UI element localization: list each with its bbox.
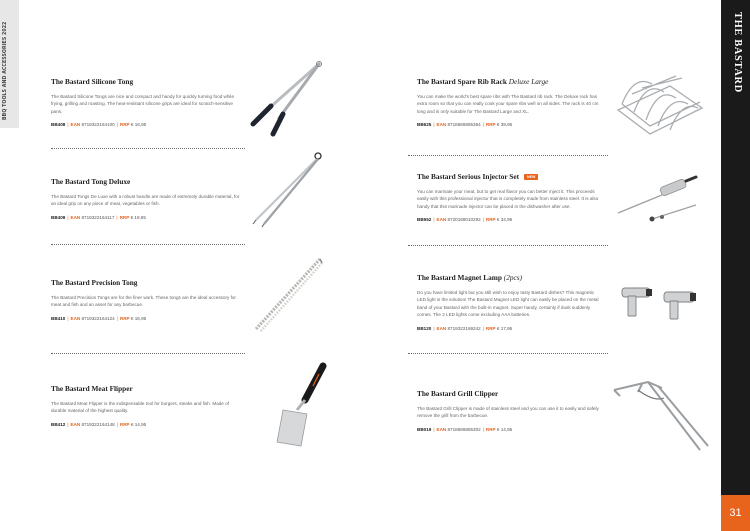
product-description: The Bastard Grill Clipper is made of stainless steel and you can use it to easily and safely remove the grill from the barbecue. bbox=[417, 406, 599, 419]
product-description: The Bastard Silicone Tongs are nice and compact and handy for quickly turning food while frying, grilling and roasting. The heat-resistant silicone grips are ideal for scratch-sensitive pans. bbox=[51, 94, 235, 114]
product-title-main: The Bastard Spare Rib Rack bbox=[417, 77, 507, 86]
ean-label: EAN bbox=[70, 122, 81, 128]
product-code: BB120 bbox=[417, 325, 432, 331]
product-code: BB412 bbox=[51, 421, 66, 427]
product-code: BB410 bbox=[51, 315, 66, 321]
left-sidebar bbox=[0, 0, 19, 531]
product-injector-set bbox=[417, 172, 602, 222]
product-silicone-tong bbox=[51, 77, 241, 127]
ean-label: EAN bbox=[436, 217, 447, 223]
product-ean: 8719322164100 bbox=[81, 122, 115, 128]
grill-clipper-image bbox=[608, 376, 712, 456]
rrp-label: RRP bbox=[119, 214, 130, 220]
product-description: You can make the world's best spare ribs with The Bastard rib rack. The Deluxe rack has extra room so that you can really cook your spare ribs well on all sides. The rack is 40 cm long and is only suitable for The Bastard Large and XL. bbox=[417, 94, 599, 114]
divider bbox=[408, 245, 608, 246]
ean-label: EAN bbox=[70, 421, 81, 427]
product-meta: BB409 | EAN 8719322164117 | RRP € 19,95 bbox=[51, 214, 146, 220]
divider bbox=[51, 244, 245, 245]
product-precision-tong bbox=[51, 278, 241, 321]
product-meat-flipper bbox=[51, 384, 241, 427]
product-ean: 8720168010292 bbox=[447, 217, 481, 223]
product-description: The Bastard Meat Flipper is the indispensable tool for burgers, steaks and fish. Made of durable material of the highest quality. bbox=[51, 401, 229, 414]
product-description: The Bastard Tongs De Luxe with a robust handle are made of extremely durable material, for an ideal grip on any piece of meat, vegetables or fish. bbox=[51, 194, 240, 207]
product-ean: 8719322164124 bbox=[81, 315, 115, 321]
product-title bbox=[417, 77, 602, 86]
product-price: € 19,95 bbox=[130, 214, 146, 220]
product-price: € 16,95 bbox=[130, 315, 147, 321]
page-number: 31 bbox=[729, 507, 742, 519]
product-description: You can marinate your meat, but to get real flavor you can better inject it. This proceeds easily with this professional injector that is completely made from stainless steel. It is also handy that this marinade injector can be placed in the dishwasher after use. bbox=[417, 189, 599, 209]
precision-tong-image bbox=[250, 255, 325, 335]
product-title: The Bastard Precision Tong bbox=[51, 278, 138, 287]
rrp-label: RRP bbox=[485, 325, 496, 331]
product-meta: BB408 | EAN 8719322164100 | RRP € 16,95 bbox=[51, 122, 147, 128]
ean-label: EAN bbox=[436, 325, 447, 331]
product-title-variant: Deluxe Large bbox=[508, 77, 549, 86]
product-meta: BB410 | EAN 8719322164124 | RRP € 16,95 bbox=[51, 315, 147, 321]
page-number-box bbox=[721, 495, 750, 531]
product-price: € 16,95 bbox=[130, 122, 147, 128]
product-price: € 39,95 bbox=[496, 122, 513, 128]
product-code: BB409 bbox=[51, 214, 66, 220]
brand-title: THE BASTARD bbox=[732, 12, 743, 93]
product-ean: 8718686885364 bbox=[447, 122, 481, 128]
product-title: The Bastard Tong Deluxe bbox=[51, 177, 131, 186]
product-ean: 8719322164148 bbox=[81, 421, 115, 427]
product-ean: 8719322169242 bbox=[447, 325, 481, 331]
product-magnet-lamp bbox=[417, 273, 602, 331]
product-title: The Bastard Meat Flipper bbox=[51, 384, 133, 393]
product-ean: 8719322164117 bbox=[81, 214, 115, 220]
product-ean: 8718686885302 bbox=[447, 426, 481, 432]
ean-label: EAN bbox=[70, 315, 81, 321]
rrp-label: RRP bbox=[119, 421, 130, 427]
product-price: € 34,95 bbox=[496, 217, 513, 223]
product-title-variant: (2pcs) bbox=[503, 273, 523, 282]
ean-label: EAN bbox=[70, 214, 81, 220]
silicone-tong-image bbox=[245, 60, 325, 138]
product-tong-deluxe bbox=[51, 177, 241, 220]
product-code: BB019 bbox=[417, 426, 432, 432]
divider bbox=[408, 155, 608, 156]
left-sidebar-tab bbox=[0, 0, 19, 128]
product-description: The Bastard Precision Tongs are for the finer work. These tongs are the ideal accessory for meat and fish and an asset for any barbecue. bbox=[51, 295, 236, 308]
brand-strip bbox=[721, 0, 750, 531]
product-spare-rib-rack bbox=[417, 77, 602, 127]
product-code: BB625 bbox=[417, 122, 432, 128]
product-grill-clipper bbox=[417, 389, 602, 432]
product-code: BB552 bbox=[417, 217, 432, 223]
product-meta: BB552 | EAN 8720168010292 | RRP € 34,95 bbox=[417, 217, 513, 223]
product-meta: BB412 | EAN 8719322164148 | RRP € 14,95 bbox=[51, 421, 147, 427]
rrp-label: RRP bbox=[119, 315, 130, 321]
product-title bbox=[417, 273, 602, 282]
product-title: The Bastard Silicone Tong bbox=[51, 77, 134, 86]
product-title-main: The Bastard Serious Injector Set bbox=[417, 172, 520, 181]
rrp-label: RRP bbox=[119, 122, 130, 128]
magnet-lamp-image bbox=[618, 278, 710, 323]
divider bbox=[51, 148, 245, 149]
spare-rib-rack-image bbox=[612, 64, 707, 146]
product-title-main: The Bastard Magnet Lamp bbox=[417, 273, 502, 282]
product-price: € 17,95 bbox=[496, 325, 513, 331]
product-meta: BB019 | EAN 8718686885302 | RRP € 14,95 bbox=[417, 426, 513, 432]
ean-label: EAN bbox=[436, 426, 447, 432]
left-sidebar-text: BBQ TOOLS AND ACCESSORIES 2022 bbox=[2, 21, 8, 120]
rrp-label: RRP bbox=[485, 217, 496, 223]
injector-set-image bbox=[612, 175, 707, 235]
product-meta: BB625 | EAN 8718686885364 | RRP € 39,95 bbox=[417, 122, 513, 128]
product-price: € 14,95 bbox=[130, 421, 147, 427]
product-meta: BB120 | EAN 8719322169242 | RRP € 17,95 bbox=[417, 325, 513, 331]
product-title bbox=[417, 172, 602, 181]
product-code: BB408 bbox=[51, 122, 66, 128]
divider bbox=[408, 353, 608, 354]
new-badge: NEW bbox=[524, 174, 538, 180]
meat-flipper-image bbox=[275, 360, 330, 450]
ean-label: EAN bbox=[436, 122, 447, 128]
product-title: The Bastard Grill Clipper bbox=[417, 389, 499, 398]
product-price: € 14,95 bbox=[496, 426, 513, 432]
divider bbox=[51, 353, 245, 354]
tong-deluxe-image bbox=[250, 150, 325, 228]
product-description: Do you have limited light but you still wish to enjoy tasty Bastard dishes? This magnetic LED light is the solution! The Bastard Magnet LED light can easily be placed on the metal band of your Bastard with the built-in magnet. Super handy, certainly if dusk suddenly comes. The 2 LED lights come excluding AAA batteries. bbox=[417, 290, 599, 318]
rrp-label: RRP bbox=[485, 426, 496, 432]
rrp-label: RRP bbox=[485, 122, 496, 128]
